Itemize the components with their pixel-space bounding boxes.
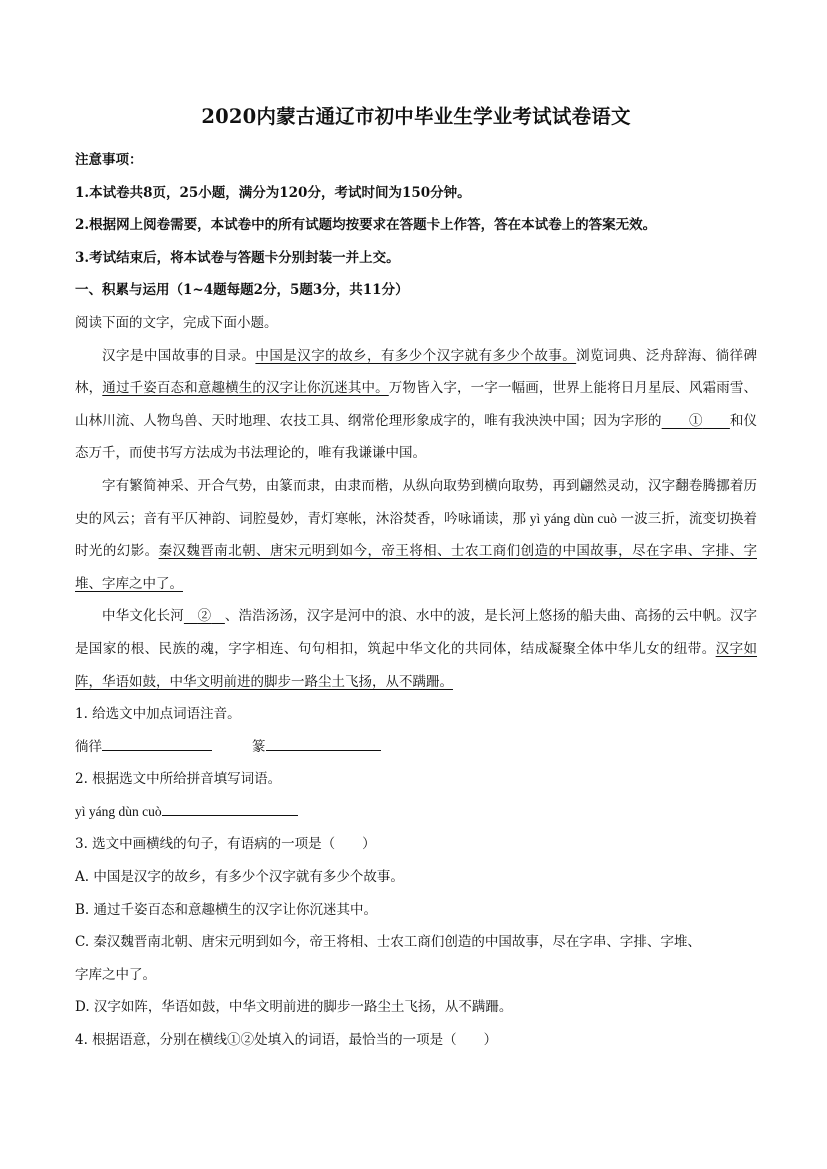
blank-2 [184,608,225,624]
option-c: C. 秦汉魏晋南北朝、唐宋元明到如今，帝王将相、士农工商们创造的中国故事，尽在字串、字排、字堆、 [75,934,701,951]
option-d: D. 汉字如阵，华语如鼓，中华文明前进的脚步一路尘土飞扬，从不蹒跚。 [75,999,513,1016]
underlined-sentence: 通过千姿百态和意趣横生的汉字让你沉迷其中。 [102,380,389,397]
question-1-stem: 1. 给选文中加点词语注音。 [75,706,241,723]
section-heading: 一、积累与运用（1~4题每题2分，5题3分，共11分） [75,282,409,299]
passage-paragraph-1 [75,340,757,470]
answer-blank[interactable] [162,801,298,816]
blank-1 [662,413,730,429]
option-b: B. 通过千姿百态和意趣横生的汉字让你沉迷其中。 [75,901,378,918]
section-intro: 阅读下面的文字，完成下面小题。 [75,314,278,331]
option-c-continued: 字库之中了。 [75,966,156,983]
q1-word-1: 徜徉 [75,738,102,755]
passage-text: 字有繁简神采、开合气势，由篆而隶，由隶而楷，从纵向取势到横向取势，再到翩然灵动，汉字翻卷腾挪着历史的风云；音有平仄神韵、词腔曼妙，青灯寒帐，沐浴焚香，吟咏诵读，那 [75,477,757,527]
blank-marker: ① [688,412,703,429]
question-2-answer [75,796,757,829]
notice-item: 3.考试结束后，将本试卷与答题卡分别封装一并上交。 [75,249,400,266]
q1-word-2: 篆 [252,738,266,755]
option-a: A. 中国是汉字的故乡，有多少个汉字就有多少个故事。 [75,869,404,886]
notice-item: 2.根据网上阅卷需要，本试卷中的所有试题均按要求在答题卡上作答，答在本试卷上的答案无效。 [75,217,657,234]
exam-title: 2020内蒙古通辽市初中毕业生学业考试试卷语文 [201,105,631,128]
notice-item: 1.本试卷共8页，25小题，满分为120分，考试时间为150分钟。 [75,184,471,201]
question-3-stem: 3. 选文中画横线的句子，有语病的一项是（ ） [75,836,376,853]
underlined-sentence: 中国是汉字的故乡，有多少个汉字就有多少个故事。 [255,347,577,364]
passage-paragraph-2 [75,470,757,600]
passage-text: 汉字是中国故事的目录。 [102,347,256,364]
passage-paragraph-3 [75,600,757,698]
underlined-sentence: 汉字如阵，华语如鼓，中华文明前进的脚步一路尘土飞扬，从不蹒跚。 [75,640,758,690]
answer-blank[interactable] [266,736,381,751]
passage-text: 浏览词典、泛舟辞海、徜徉碑林， [75,347,758,397]
underlined-sentence: 秦汉魏晋南北朝、唐宋元明到如今，帝王将相、士农工商们创造的中国故事，尽在字串、字排、字堆、字库之中了。 [75,543,757,592]
pinyin-inline: yì yáng dùn cuò [526,510,621,526]
passage-text: 中华文化长河 [102,608,184,625]
question-4-stem: 4. 根据语意，分别在横线①②处填入的词语，最恰当的一项是（ ） [75,1032,498,1049]
notice-heading: 注意事项： [75,152,143,168]
question-2-stem: 2. 根据选文中所给拼音填写词语。 [75,771,282,788]
passage-text: 和仪态万千，而使书写方法成为书法理论的，唯有我谦谦中国。 [75,412,758,462]
passage-text: 一波三折，流变切换着时光的幻影。 [75,510,758,560]
answer-blank[interactable] [102,736,212,751]
blank-marker: ② [197,608,212,625]
passage-text: 、浩浩汤汤，汉字是河中的浪、水中的波，是长河上悠扬的船夫曲、高扬的云中帆。汉字是国家的根、民族的魂，字字相连、句句相扣，筑起中华文化的共同体，结成凝聚全体中华儿女的纽带。 [75,608,758,657]
passage-text: 万物皆入字，一字一幅画，世界上能将日月星辰、风霜雨雪、山林川流、人物鸟兽、天时地理、农技工具、纲常伦理形象成字的，唯有我泱泱中国；因为字形的 [75,380,758,429]
question-1-answers [75,731,757,764]
q2-pinyin: yì yáng dùn cuò [75,803,162,819]
